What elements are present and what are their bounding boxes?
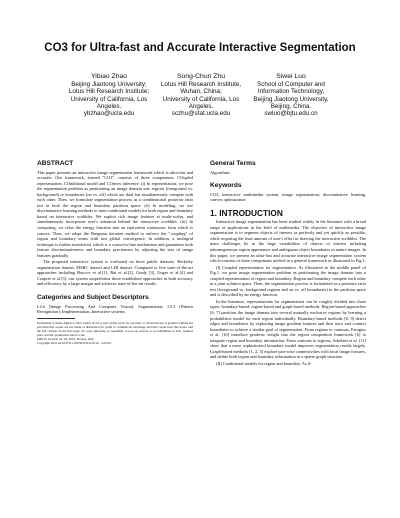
author-email: swluo@bjtu.edu.cn bbox=[264, 110, 318, 118]
author-affiliation: Beijing, China. bbox=[270, 102, 312, 110]
keywords-heading: Keywords bbox=[210, 182, 242, 190]
categories-text: I.4.6 [Image Processing And Computer Vision]: Segmentation; I.5.3 [Pattern Recognition]: Implementation–Interactive systems bbox=[37, 303, 193, 315]
author-name: Song-Chun Zhu bbox=[177, 73, 225, 80]
author-name: Siwei Luo bbox=[276, 73, 306, 80]
paper-title: CO3 for Ultra-fast and Accurate Interactive Segmentation bbox=[44, 42, 356, 54]
introduction-paragraph: Interactive image segmentation has been studied widely in the literature with a broad range of applications in the field of multimedia. The objective of interactive image segmentation is to segment objects of interest as perfectly and yet quickly as possible, while requiring the least amount of user's effort in drawing the interactive scribbles. The main challenges lie in the large variabilities of objects of interest including inhomogeneous region appearance and ambiguous object boundaries in nature images. In this paper, we present an ultra-fast and accurate interactive image segmentation system which consists of three components unified in a general framework as illustrated in Fig.1: bbox=[210, 219, 366, 264]
left-column bbox=[37, 161, 193, 345]
author-affiliation: Angeles. bbox=[96, 102, 122, 110]
venue-line: MM'10, October 25–29, 2010, Firenze, Italy. bbox=[37, 336, 95, 341]
introduction-paragraph: (II) Conditional models for region and boundary. As il- bbox=[216, 360, 312, 366]
author-email: sczhu@stat.ucla.edu bbox=[171, 110, 231, 118]
author-affiliation: Beijing Jiaotong University, bbox=[253, 95, 329, 103]
introduction-heading: 1. INTRODUCTION bbox=[210, 207, 283, 218]
author-affiliation: School of Computer and bbox=[257, 81, 325, 89]
author-affiliation: Beijing Jiaotong University; bbox=[71, 81, 147, 89]
general-terms-heading: General Terms bbox=[210, 160, 256, 167]
author-affiliation: Angeles. bbox=[188, 102, 214, 110]
introduction-paragraph: (I) Coupled representation for segmentation. As illustrated in the middle panel of Fig.1, we pose image segmentation problem as partitioning the image domain into a coupled representation of region and boundary. Region and boundary compete each other in a joint solution space. Then, the segmentation process is formulated as a posterior ratio test (foreground vs. background regions and on vs. off boundaries) in the partition space and is described by an energy function. bbox=[210, 264, 366, 298]
general-terms-text: Algorithms bbox=[210, 169, 230, 175]
copyright-line: Copyright 2010 ACM 978-1-60558-933-6/10/10 ...$10.00. bbox=[37, 340, 112, 345]
author-affiliation: University of California, Los bbox=[70, 95, 148, 103]
abstract-paragraph: The proposed interactive system is evaluated on three public datasets: Berkeley segmentation dataset, MSRC dataset and LHI dataset. Compared to five state-of-the-art approaches including Boycov et al.[1], Bai et al.[2], Grady [3], Unger et al.[4] and Couprie et al.[5], our system outperforms those established approaches in both accuracy and efficiency by a large margin and achieves state-of-the-art results. bbox=[37, 259, 193, 287]
author-affiliation: Lotus Hill Research Institute; bbox=[68, 88, 150, 96]
author-3 bbox=[232, 73, 350, 117]
permission-notice: Permission to make digital or hard copies of all or part of this work for personal or classroom use is granted without fee provided that copies are not made or distributed for profit or commercial advantage and that copies bear this notice and the full citation on the first page. To copy otherwise, to republish, to post on servers or to redistribute to lists, requires prior specific permission and/or a fee. bbox=[37, 320, 193, 337]
author-name: Yibiao Zhao bbox=[90, 73, 128, 80]
footnote-rule bbox=[37, 318, 75, 319]
right-column bbox=[210, 161, 366, 368]
keywords-text: CO3, interactive multimedia system, image segmentation, discriminative learning, convex optimization bbox=[210, 191, 366, 203]
categories-heading: Categories and Subject Descriptors bbox=[37, 294, 149, 302]
author-affiliation: Lotus Hill Research Institute, bbox=[160, 81, 242, 89]
author-email: ybzhao@ucla.edu bbox=[83, 110, 135, 118]
author-affiliation: Wuhan, China; bbox=[180, 88, 222, 96]
introduction-paragraph: In the literature, representations for segmentation can be roughly divided into three types: boundary-based, region-based and graph-based methods. Region-based approaches [6, 7] partition the image domain into several mutually exclusive regions by learning a probabilistic model for each region individually. Boundary-based methods [8, 9] detect edges and boundaries by exploiting image gradient features and then trace and connect boundaries to achieve a similar goal of segmentation. From regions to contours, Paragios et al. [10] introduce geodesic weight into the region competition framework [6] to integrate region and boundary information. From contours to regions, Arbelaez et al. [11] show that a more sophisticated boundary model improves segmentation results largely. Graph-based methods [1, 2, 3] explore pair-wise connectivities with local image features, and define both region and boundary information in a sparse graph structure. bbox=[210, 298, 366, 360]
abstract-paragraph: This paper presents an interactive image segmentation framework which is ultra-fast and accurate. Our framework, termed "CO3", consists of three components: COupled representation, COnditional model and COnvex inference. (i) In representation, we pose the segmentation problem as partitioning an image domain into regions (foreground vs. background) or boundaries (on vs. off) which are dual but simultaneously compete with each other. Then, we formulate segmentation process as a combinatorial posterior ratio test in both the region and boundary partition space. (ii) In modeling, we use discriminative learning methods to train conditional models for both region and boundary based on interactive scribbles. We exploit rich image features at multi-scales, and simultaneously incorporate user's intention behind the interactive scribbles. (iii) In computing, we relax the energy function into an equivalent continuous form which is convex. Then, we adopt the Bregman iteration method to enforce the "coupling" of region and boundary terms with fast global convergence. In addition, a multigrid technique is further introduced, which is a coarse-to-fine mechanism and guarantees both feature discriminativeness and boundary preciseness by adjusting the size of image features gradually. bbox=[37, 169, 193, 258]
abstract-heading: ABSTRACT bbox=[37, 160, 74, 167]
author-affiliation: Information Technology, bbox=[257, 88, 325, 96]
author-affiliation: University of California, Los bbox=[162, 95, 240, 103]
